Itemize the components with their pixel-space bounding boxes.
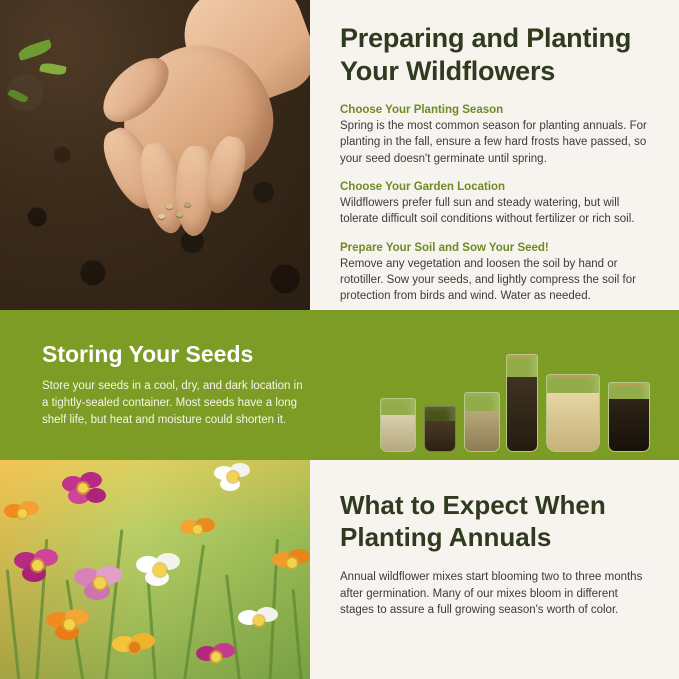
seed: [158, 214, 165, 219]
seed-jar: [464, 392, 500, 452]
hand-illustration: [92, 6, 300, 236]
cork-stopper: [614, 382, 644, 385]
section-expect-text: [310, 460, 679, 679]
seed-jar: [506, 354, 538, 452]
cork-stopper: [510, 354, 534, 358]
subheading-garden-location: Choose Your Garden Location: [340, 180, 506, 193]
section-storing-seeds: [0, 310, 679, 460]
paragraph-garden-location: Wildflowers prefer full sun and steady watering, but will tolerate difficult soil conditions without fertilizer or rich soil.: [340, 196, 635, 226]
section-heading-storing: Storing Your Seeds: [42, 341, 254, 368]
seed-fill: [547, 393, 599, 451]
cork-stopper: [429, 406, 451, 407]
paragraph-storing: Store your seeds in a cool, dry, and dark location in a tightly-sealed container. Most seeds have a long shelf life, but heat and moisture could shorten it.: [42, 380, 303, 426]
subheading-prepare-soil: Prepare Your Soil and Sow Your Seed!: [340, 241, 549, 254]
cork-stopper: [469, 392, 495, 394]
paragraph-expect: Annual wildflower mixes start blooming two to three months after germination. Many of our mixes bloom in different stages to assure a full growing season's worth of color.: [340, 571, 643, 617]
section-heading-expect: What to Expect When Planting Annuals: [340, 490, 606, 552]
section-storing-text: [0, 341, 330, 428]
section-preparing-planting: [0, 0, 679, 310]
seed-jars-image: [372, 322, 662, 452]
cork-stopper: [553, 374, 593, 378]
paragraph-prepare-soil: Remove any vegetation and loosen the soil by hand or rototiller. Sow your seeds, and lightly compress the soil for protection from birds and wind. Water as needed.: [340, 257, 636, 303]
seed-fill: [465, 411, 499, 451]
section-preparing-text: [310, 0, 679, 310]
seed-jar: [546, 374, 600, 452]
cork-stopper: [385, 398, 411, 400]
seed-jar: [608, 382, 650, 452]
seed: [176, 212, 183, 217]
hand-sowing-seeds-image: [0, 0, 310, 310]
paragraph-planting-season: Spring is the most common season for planting annuals. For planting in the fall, ensure a few hard frosts have passed, so your seed doesn't germinate until spring.: [340, 119, 647, 165]
section-what-to-expect: [0, 460, 679, 679]
subheading-planting-season: Choose Your Planting Season: [340, 103, 504, 116]
seed: [184, 202, 191, 207]
seed-fill: [609, 399, 649, 451]
wildflower-meadow-image: [0, 460, 310, 679]
seed: [166, 204, 173, 209]
seed-jar: [424, 406, 456, 452]
section-heading-preparing: Preparing and Planting Your Wildflowers: [340, 23, 632, 86]
seed-fill: [381, 415, 415, 451]
seed-fill: [425, 421, 455, 451]
seed-fill: [507, 377, 537, 451]
seed-jar: [380, 398, 416, 452]
